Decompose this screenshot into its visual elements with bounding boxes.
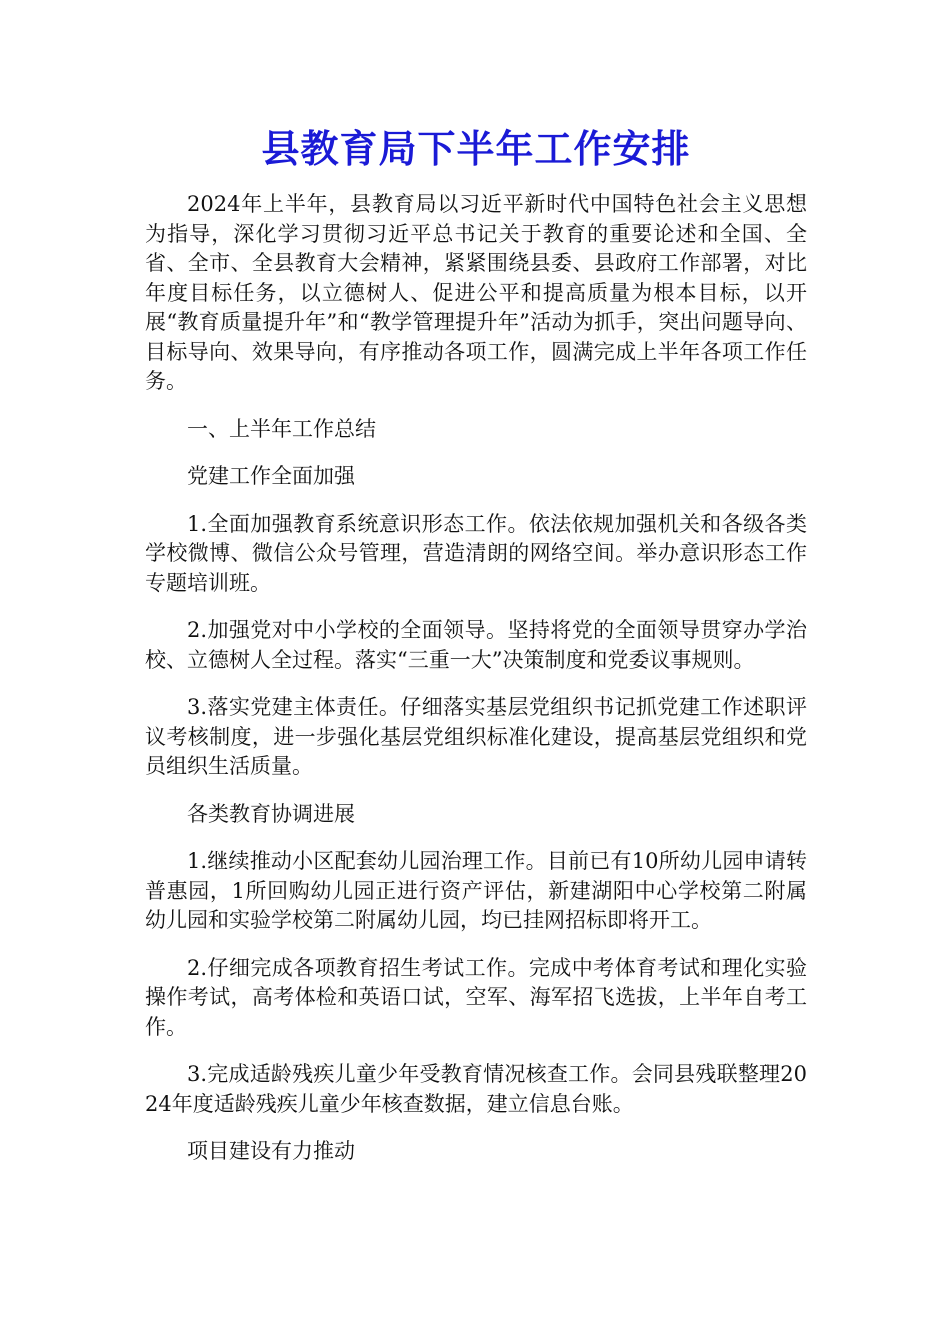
body-paragraph: 3.完成适龄残疾儿童少年受教育情况核查工作。会同县残联整理2024年度适龄残疾儿童少年核查数据，建立信息台账。 <box>145 1062 807 1116</box>
body-paragraph: 3.落实党建主体责任。仔细落实基层党组织书记抓党建工作述职评议考核制度，进一步强化基层党组织标准化建设，提高基层党组织和党员组织生活质量。 <box>145 695 807 778</box>
section-heading: 各类教育协调进展 <box>187 801 355 826</box>
body-paragraph: 1.全面加强教育系统意识形态工作。依法依规加强机关和各级各类学校微博、微信公众号管理，营造清朗的网络空间。举办意识形态工作专题培训班。 <box>145 511 807 595</box>
document-body <box>145 190 807 1167</box>
document-page <box>145 118 807 1185</box>
document-title: 县教育局下半年工作安排 <box>261 127 691 171</box>
body-paragraph: 2024年上半年，县教育局以习近平新时代中国特色社会主义思想为指导，深化学习贯彻习近平总书记关于教育的重要论述和全国、全省、全市、全县教育大会精神，紧紧围绕县委、县政府工作部署，对比年度目标任务，以立德树人、促进公平和提高质量为根本目标，以开展“教育质量提升年”和“教学管理提升年”活动为抓手，突出问题导向、目标导向、效果导向，有序推动各项工作，圆满完成上半年各项工作任务。 <box>145 192 807 393</box>
body-paragraph: 2.仔细完成各项教育招生考试工作。完成中考体育考试和理化实验操作考试，高考体检和英语口试，空军、海军招飞选拔，上半年自考工作。 <box>145 955 807 1039</box>
section-heading: 党建工作全面加强 <box>187 464 355 488</box>
body-paragraph: 1.继续推动小区配套幼儿园治理工作。目前已有10所幼儿园申请转普惠园，1所回购幼儿园正进行资产评估，新建湖阳中心学校第二附属幼儿园和实验学校第二附属幼儿园，均已挂网招标即将开工。 <box>145 849 807 932</box>
section-heading: 项目建设有力推动 <box>187 1139 355 1163</box>
body-paragraph: 2.加强党对中小学校的全面领导。坚持将党的全面领导贯穿办学治校、立德树人全过程。落实“三重一大”决策制度和党委议事规则。 <box>145 618 807 672</box>
section-heading: 一、上半年工作总结 <box>187 416 376 441</box>
